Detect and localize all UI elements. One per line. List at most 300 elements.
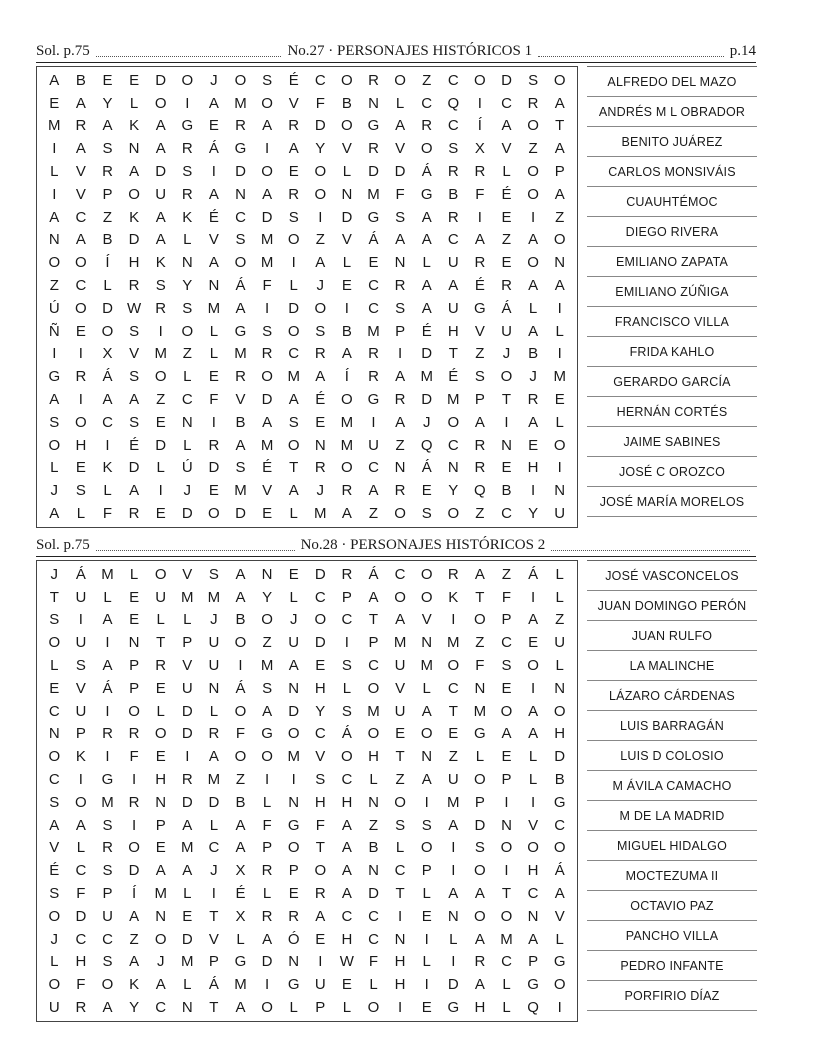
grid-cell: B (368, 839, 379, 857)
grid-cell: I (105, 748, 110, 766)
grid-cell: D (554, 748, 566, 766)
grid-cell: N (341, 185, 353, 203)
grid-cell: P (129, 657, 140, 675)
grid-cell: P (288, 862, 299, 880)
grid-cell: O (261, 163, 273, 181)
grid-cell: B (501, 482, 512, 500)
grid-cell: U (181, 679, 193, 697)
grid-cell: Z (501, 231, 512, 249)
grid-cell: H (527, 459, 539, 477)
grid-cell: O (553, 436, 566, 454)
grid-cell: L (103, 277, 112, 295)
grid-cell: Z (422, 71, 432, 89)
grid-cell: D (181, 505, 193, 523)
word-list-item: GERARDO GARCÍA (587, 367, 757, 397)
grid-cell: V (75, 679, 86, 697)
grid-cell: D (368, 885, 379, 903)
grid-cell: O (367, 999, 380, 1017)
grid-cell: K (129, 976, 140, 994)
grid-cell: I (398, 345, 403, 363)
grid-cell: G (553, 793, 566, 811)
grid-cell: C (314, 725, 326, 743)
grid-cell: A (49, 71, 60, 89)
grid-cell: R (128, 725, 140, 743)
grid-cell: M (314, 505, 327, 523)
grid-cell: F (209, 391, 219, 409)
grid-cell: K (129, 208, 140, 226)
grid-cell: M (340, 413, 354, 431)
grid-cell: O (287, 436, 300, 454)
grid-cell: A (49, 505, 60, 523)
grid-cell: R (75, 999, 87, 1017)
grid-cell: O (101, 322, 114, 340)
grid-cell: P (315, 999, 326, 1017)
grid-cell: V (341, 140, 352, 158)
word-list-item: CUAUHTÉMOC (587, 187, 757, 217)
grid-cell: T (395, 748, 405, 766)
grid-cell: X (235, 907, 246, 925)
grid-cell: D (208, 459, 220, 477)
grid-cell: O (314, 185, 327, 203)
grid-cell: O (75, 793, 87, 811)
grid-cell: C (102, 413, 113, 431)
grid-cell: H (474, 999, 486, 1017)
grid-cell: I (504, 413, 509, 431)
grid-cell: A (315, 368, 326, 386)
grid-cell: F (475, 657, 485, 675)
grid-cell: I (185, 748, 190, 766)
grid-cell: C (447, 679, 459, 697)
grid-cell: B (341, 322, 352, 340)
grid-cell: O (500, 907, 513, 925)
grid-cell: I (132, 816, 137, 834)
grid-cell: L (183, 885, 192, 903)
grid-cell: E (155, 748, 166, 766)
grid-cell: R (474, 953, 486, 971)
grid-cell: I (52, 140, 57, 158)
grid-cell: I (477, 94, 482, 112)
grid-cell: S (341, 702, 352, 720)
grid-cell: S (315, 322, 326, 340)
grid-cell: K (75, 748, 86, 766)
grid-cell: M (234, 94, 247, 112)
grid-cell: F (368, 953, 379, 971)
grid-cell: R (235, 368, 246, 386)
grid-cell: V (262, 482, 273, 500)
grid-cell: E (528, 634, 539, 652)
grid-cell: C (501, 634, 512, 652)
grid-cell: R (235, 117, 246, 135)
grid-cell: S (288, 208, 299, 226)
grid-cell: I (531, 793, 536, 811)
grid-cell: N (208, 277, 220, 295)
grid-cell: S (155, 277, 166, 295)
grid-cell: É (208, 208, 219, 226)
grid-cell: U (75, 634, 87, 652)
grid-cell: A (528, 702, 539, 720)
word-list-27 (587, 66, 757, 517)
grid-cell: Z (501, 565, 512, 583)
grid-cell: Í (477, 117, 482, 135)
word-list-item: EMILIANO ZÚÑIGA (587, 277, 757, 307)
word-list-item: HERNÁN CORTÉS (587, 397, 757, 427)
grid-cell: V (235, 391, 246, 409)
grid-cell: L (183, 231, 192, 249)
grid-cell: G (367, 117, 380, 135)
grid-cell: L (555, 413, 564, 431)
grid-cell: H (314, 793, 326, 811)
grid-cell: Z (475, 505, 485, 523)
grid-cell: N (368, 793, 379, 811)
grid-cell: T (448, 702, 458, 720)
grid-cell: R (421, 117, 433, 135)
grid-cell: D (288, 299, 300, 317)
grid-cell: L (449, 930, 458, 948)
grid-cell: G (420, 185, 433, 203)
grid-cell: R (447, 208, 459, 226)
grid-cell: E (49, 679, 60, 697)
grid-cell: K (448, 588, 459, 606)
grid-cell: A (235, 999, 246, 1017)
grid-cell: N (394, 459, 406, 477)
grid-cell: A (235, 839, 246, 857)
grid-cell: F (102, 505, 113, 523)
word-list-item: PORFIRIO DÍAZ (587, 981, 757, 1011)
grid-cell: A (315, 254, 326, 272)
grid-cell: I (398, 999, 403, 1017)
grid-cell: I (318, 208, 323, 226)
leader-dots (96, 550, 295, 551)
grid-cell: O (261, 368, 273, 386)
grid-cell: A (102, 391, 113, 409)
grid-cell: E (554, 391, 565, 409)
grid-cell: P (501, 611, 512, 629)
grid-cell: O (234, 254, 247, 272)
grid-cell: A (288, 140, 299, 158)
grid-cell: A (448, 885, 459, 903)
grid-cell: J (316, 482, 325, 500)
grid-cell: O (474, 907, 486, 925)
grid-cell: R (527, 391, 539, 409)
grid-cell: A (102, 657, 113, 675)
grid-cell: A (528, 277, 539, 295)
grid-cell: A (155, 117, 166, 135)
word-list-item: JOSÉ VASCONCELOS (587, 561, 757, 591)
grid-cell: N (181, 413, 193, 431)
grid-cell: D (261, 208, 273, 226)
grid-cell: E (315, 657, 326, 675)
grid-cell: I (531, 482, 536, 500)
grid-cell: R (341, 482, 353, 500)
grid-cell: C (75, 930, 87, 948)
grid-cell: C (288, 345, 300, 363)
grid-cell: L (528, 771, 538, 789)
word-list-item: MOCTEZUMA II (587, 861, 757, 891)
grid-cell: V (395, 140, 406, 158)
grid-cell: A (288, 657, 299, 675)
grid-cell: O (367, 679, 380, 697)
grid-cell: O (553, 71, 566, 89)
grid-cell: A (501, 117, 512, 135)
grid-cell: I (531, 208, 536, 226)
grid-cell: M (287, 368, 300, 386)
grid-cell: M (500, 930, 513, 948)
grid-cell: O (75, 413, 87, 431)
grid-cell: O (128, 702, 140, 720)
grid-cell: L (502, 163, 511, 181)
grid-cell: C (394, 862, 406, 880)
grid-cell: H (394, 976, 406, 994)
grid-cell: Y (129, 999, 140, 1017)
grid-cell: D (128, 459, 140, 477)
grid-cell: A (554, 185, 565, 203)
grid-cell: P (421, 862, 432, 880)
grid-cell: F (76, 885, 86, 903)
grid-cell: A (421, 277, 432, 295)
grid-cell: Z (156, 391, 166, 409)
grid-cell: P (182, 634, 193, 652)
grid-cell: L (209, 702, 219, 720)
grid-cell: O (474, 611, 486, 629)
grid-cell: I (531, 588, 536, 606)
grid-cell: D (314, 565, 326, 583)
grid-cell: A (528, 611, 539, 629)
grid-cell: M (367, 702, 380, 720)
grid-cell: E (75, 322, 86, 340)
grid-cell: P (554, 163, 565, 181)
grid-cell: A (235, 436, 246, 454)
grid-cell: C (75, 277, 87, 295)
grid-cell: O (527, 839, 539, 857)
solution-page-ref: Sol. p.75 (36, 43, 90, 59)
grid-cell: Ú (181, 459, 193, 477)
grid-cell: R (447, 565, 459, 583)
grid-cell: V (75, 163, 86, 181)
word-list-item: CARLOS MONSIVÁIS (587, 157, 757, 187)
grid-cell: G (234, 953, 247, 971)
grid-cell: Q (420, 436, 433, 454)
grid-cell: O (341, 71, 353, 89)
grid-cell: O (314, 299, 327, 317)
grid-cell: O (154, 94, 167, 112)
grid-cell: S (421, 816, 432, 834)
grid-cell: T (475, 588, 485, 606)
grid-cell: I (78, 611, 83, 629)
grid-cell: A (341, 885, 352, 903)
grid-cell: O (420, 588, 433, 606)
grid-cell: A (129, 391, 140, 409)
grid-cell: O (181, 322, 194, 340)
grid-cell: É (235, 885, 246, 903)
grid-cell: A (528, 322, 539, 340)
grid-cell: R (208, 436, 220, 454)
grid-cell: H (447, 322, 459, 340)
grid-cell: Z (235, 771, 246, 789)
grid-cell: L (183, 436, 192, 454)
grid-cell: A (368, 588, 379, 606)
grid-cell: R (181, 185, 193, 203)
grid-cell: N (554, 679, 566, 697)
grid-cell: T (395, 885, 405, 903)
grid-cell: A (182, 862, 193, 880)
grid-cell: G (234, 322, 247, 340)
grid-cell: A (129, 953, 140, 971)
grid-cell: L (289, 999, 298, 1017)
word-list-28 (587, 560, 757, 1011)
grid-cell: M (101, 793, 114, 811)
grid-cell: Ó (287, 930, 300, 948)
grid-cell: O (234, 748, 247, 766)
grid-cell: A (474, 885, 485, 903)
grid-cell: A (474, 930, 485, 948)
word-list-item: OCTAVIO PAZ (587, 891, 757, 921)
grid-cell: R (314, 345, 326, 363)
grid-cell: N (554, 482, 566, 500)
grid-cell: M (48, 117, 61, 135)
grid-cell: R (181, 771, 193, 789)
grid-cell: L (528, 299, 538, 317)
grid-cell: N (368, 862, 379, 880)
grid-cell: O (341, 459, 353, 477)
grid-cell: L (209, 816, 219, 834)
grid-cell: Y (315, 702, 326, 720)
grid-cell: I (78, 345, 83, 363)
grid-cell: O (474, 71, 486, 89)
grid-cell: O (48, 748, 61, 766)
grid-cell: E (315, 930, 326, 948)
grid-cell: M (154, 885, 167, 903)
grid-cell: É (49, 862, 60, 880)
grid-cell: V (554, 907, 565, 925)
grid-cell: E (501, 748, 512, 766)
grid-cell: N (128, 140, 140, 158)
grid-cell: P (102, 185, 113, 203)
grid-cell: N (447, 459, 459, 477)
grid-cell: I (238, 657, 243, 675)
grid-cell: O (261, 748, 273, 766)
grid-cell: A (528, 725, 539, 743)
grid-cell: N (181, 999, 193, 1017)
grid-cell: M (367, 322, 380, 340)
grid-cell: Z (475, 634, 485, 652)
grid-cell: A (528, 231, 539, 249)
grid-cell: S (129, 368, 140, 386)
puzzle-header-28 (36, 532, 756, 557)
grid-cell: U (155, 588, 167, 606)
grid-cell: I (105, 702, 110, 720)
grid-cell: R (288, 185, 300, 203)
grid-cell: E (421, 482, 432, 500)
grid-cell: I (504, 793, 509, 811)
grid-cell: A (235, 565, 246, 583)
grid-cell: O (420, 725, 433, 743)
leader-dots (538, 56, 724, 57)
grid-cell: U (394, 657, 406, 675)
grid-cell: A (474, 565, 485, 583)
grid-cell: I (477, 208, 482, 226)
grid-cell: T (501, 885, 512, 903)
grid-cell: I (78, 391, 83, 409)
grid-cell: Á (421, 163, 432, 181)
grid-cell: E (129, 71, 140, 89)
grid-cell: L (342, 999, 352, 1017)
grid-cell: G (287, 976, 300, 994)
grid-cell: C (368, 930, 379, 948)
grid-cell: P (129, 679, 140, 697)
grid-cell: A (235, 588, 246, 606)
grid-cell: O (128, 185, 140, 203)
grid-cell: S (395, 208, 406, 226)
grid-cell: S (102, 140, 113, 158)
grid-cell: Á (102, 368, 113, 386)
grid-cell: J (50, 930, 59, 948)
grid-cell: E (208, 482, 219, 500)
grid-cell: I (158, 482, 163, 500)
grid-cell: T (209, 999, 219, 1017)
grid-cell: Z (555, 208, 565, 226)
grid-cell: T (315, 839, 325, 857)
grid-cell: S (262, 71, 273, 89)
grid-cell: A (501, 725, 512, 743)
grid-cell: O (261, 94, 273, 112)
grid-cell: O (341, 117, 353, 135)
word-list-item: PANCHO VILLA (587, 921, 757, 951)
grid-cell: L (183, 611, 192, 629)
grid-cell: L (50, 163, 59, 181)
grid-cell: E (129, 611, 140, 629)
grid-cell: M (340, 436, 354, 454)
grid-cell: S (288, 413, 299, 431)
grid-cell: B (528, 345, 539, 363)
grid-cell: L (183, 368, 192, 386)
grid-cell: S (129, 322, 140, 340)
grid-cell: U (102, 907, 113, 925)
grid-cell: D (421, 345, 433, 363)
grid-cell: N (288, 679, 300, 697)
grid-cell: I (265, 771, 270, 789)
grid-cell: L (289, 588, 298, 606)
grid-cell: A (288, 482, 299, 500)
grid-cell: M (181, 953, 194, 971)
grid-cell: K (129, 117, 140, 135)
grid-cell: N (501, 436, 512, 454)
grid-cell: Y (528, 505, 539, 523)
grid-cell: Á (235, 679, 246, 697)
grid-cell: L (395, 94, 405, 112)
grid-cell: T (289, 459, 299, 477)
grid-cell: D (128, 862, 140, 880)
grid-cell: G (553, 953, 566, 971)
grid-cell: T (555, 117, 565, 135)
grid-cell: C (447, 117, 459, 135)
grid-cell: O (553, 702, 566, 720)
grid-cell: L (342, 254, 352, 272)
puzzle-title: No.27 · PERSONAJES HISTÓRICOS 1 (287, 43, 533, 59)
grid-cell: P (341, 588, 352, 606)
grid-cell: M (234, 345, 247, 363)
grid-cell: C (447, 436, 459, 454)
grid-cell: A (235, 299, 246, 317)
grid-cell: Q (447, 94, 460, 112)
grid-cell: O (394, 505, 406, 523)
grid-cell: I (531, 679, 536, 697)
grid-cell: O (48, 254, 61, 272)
grid-cell: H (314, 679, 326, 697)
grid-cell: U (554, 634, 566, 652)
grid-cell: F (315, 94, 325, 112)
grid-cell: J (50, 482, 59, 500)
grid-cell: M (553, 368, 566, 386)
